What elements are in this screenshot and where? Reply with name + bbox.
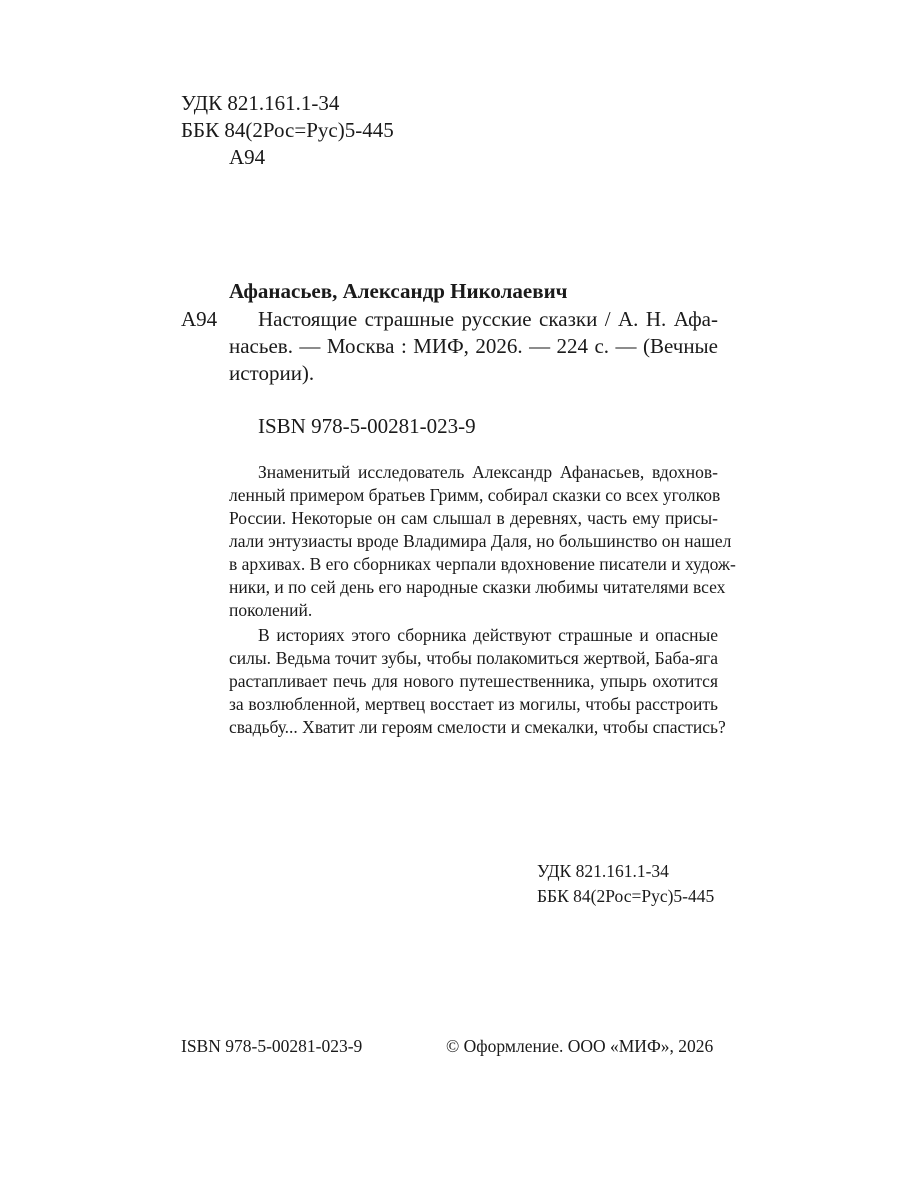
annotation-line: в архивах. В его сборниках черпали вдохновение писатели и худож- xyxy=(229,554,736,574)
bbk-code: ББК 84(2Рос=Рус)5-445 xyxy=(181,118,394,142)
title-line: истории). xyxy=(229,361,315,385)
author-sign: А94 xyxy=(229,145,266,169)
annotation-line: силы. Ведьма точит зубы, чтобы полакомиться жертвой, Баба-яга xyxy=(229,648,718,668)
annotation-line: свадьбу... Хватит ли героям смелости и смекалки, чтобы спастись? xyxy=(229,717,726,737)
annotation-line: Знаменитый исследователь Александр Афанасьев, вдохнов- xyxy=(258,462,718,482)
annotation-line: В историях этого сборника действуют страшные и опасные xyxy=(258,625,718,645)
bbk-code-bottom: ББК 84(2Рос=Рус)5-445 xyxy=(537,886,715,906)
annotation-line: лали энтузиасты вроде Владимира Даля, но большинство он нашел xyxy=(229,531,732,551)
author-sign-side: А94 xyxy=(181,307,218,331)
copyright-notice: © Оформление. ООО «МИФ», 2026 xyxy=(446,1036,714,1056)
udk-code-bottom: УДК 821.161.1-34 xyxy=(537,861,669,881)
author-heading: Афанасьев, Александр Николаевич xyxy=(229,279,568,303)
annotation-line: поколений. xyxy=(229,600,313,620)
title-line: насьев. — Москва : МИФ, 2026. — 224 с. — (Вечные xyxy=(229,334,718,358)
annotation-paragraph xyxy=(229,461,736,622)
annotation-line: растапливает печь для нового путешественника, упырь охотится xyxy=(229,671,718,691)
isbn-footer: ISBN 978-5-00281-023-9 xyxy=(181,1036,363,1056)
bibliographic-description xyxy=(229,306,718,387)
annotation-line: за возлюбленной, мертвец восстает из могилы, чтобы расстроить xyxy=(229,694,718,714)
isbn-record: ISBN 978-5-00281-023-9 xyxy=(258,414,476,438)
annotation-paragraph xyxy=(229,624,726,739)
title-line: Настоящие страшные русские сказки / А. Н. Афа- xyxy=(258,307,718,331)
annotation-line: России. Некоторые он сам слышал в деревнях, часть ему присы- xyxy=(229,508,718,528)
annotation-line: ленный примером братьев Гримм, собирал сказки со всех уголков xyxy=(229,485,721,505)
annotation-line: ники, и по сей день его народные сказки любимы читателями всех xyxy=(229,577,726,597)
udk-code: УДК 821.161.1-34 xyxy=(181,91,340,115)
